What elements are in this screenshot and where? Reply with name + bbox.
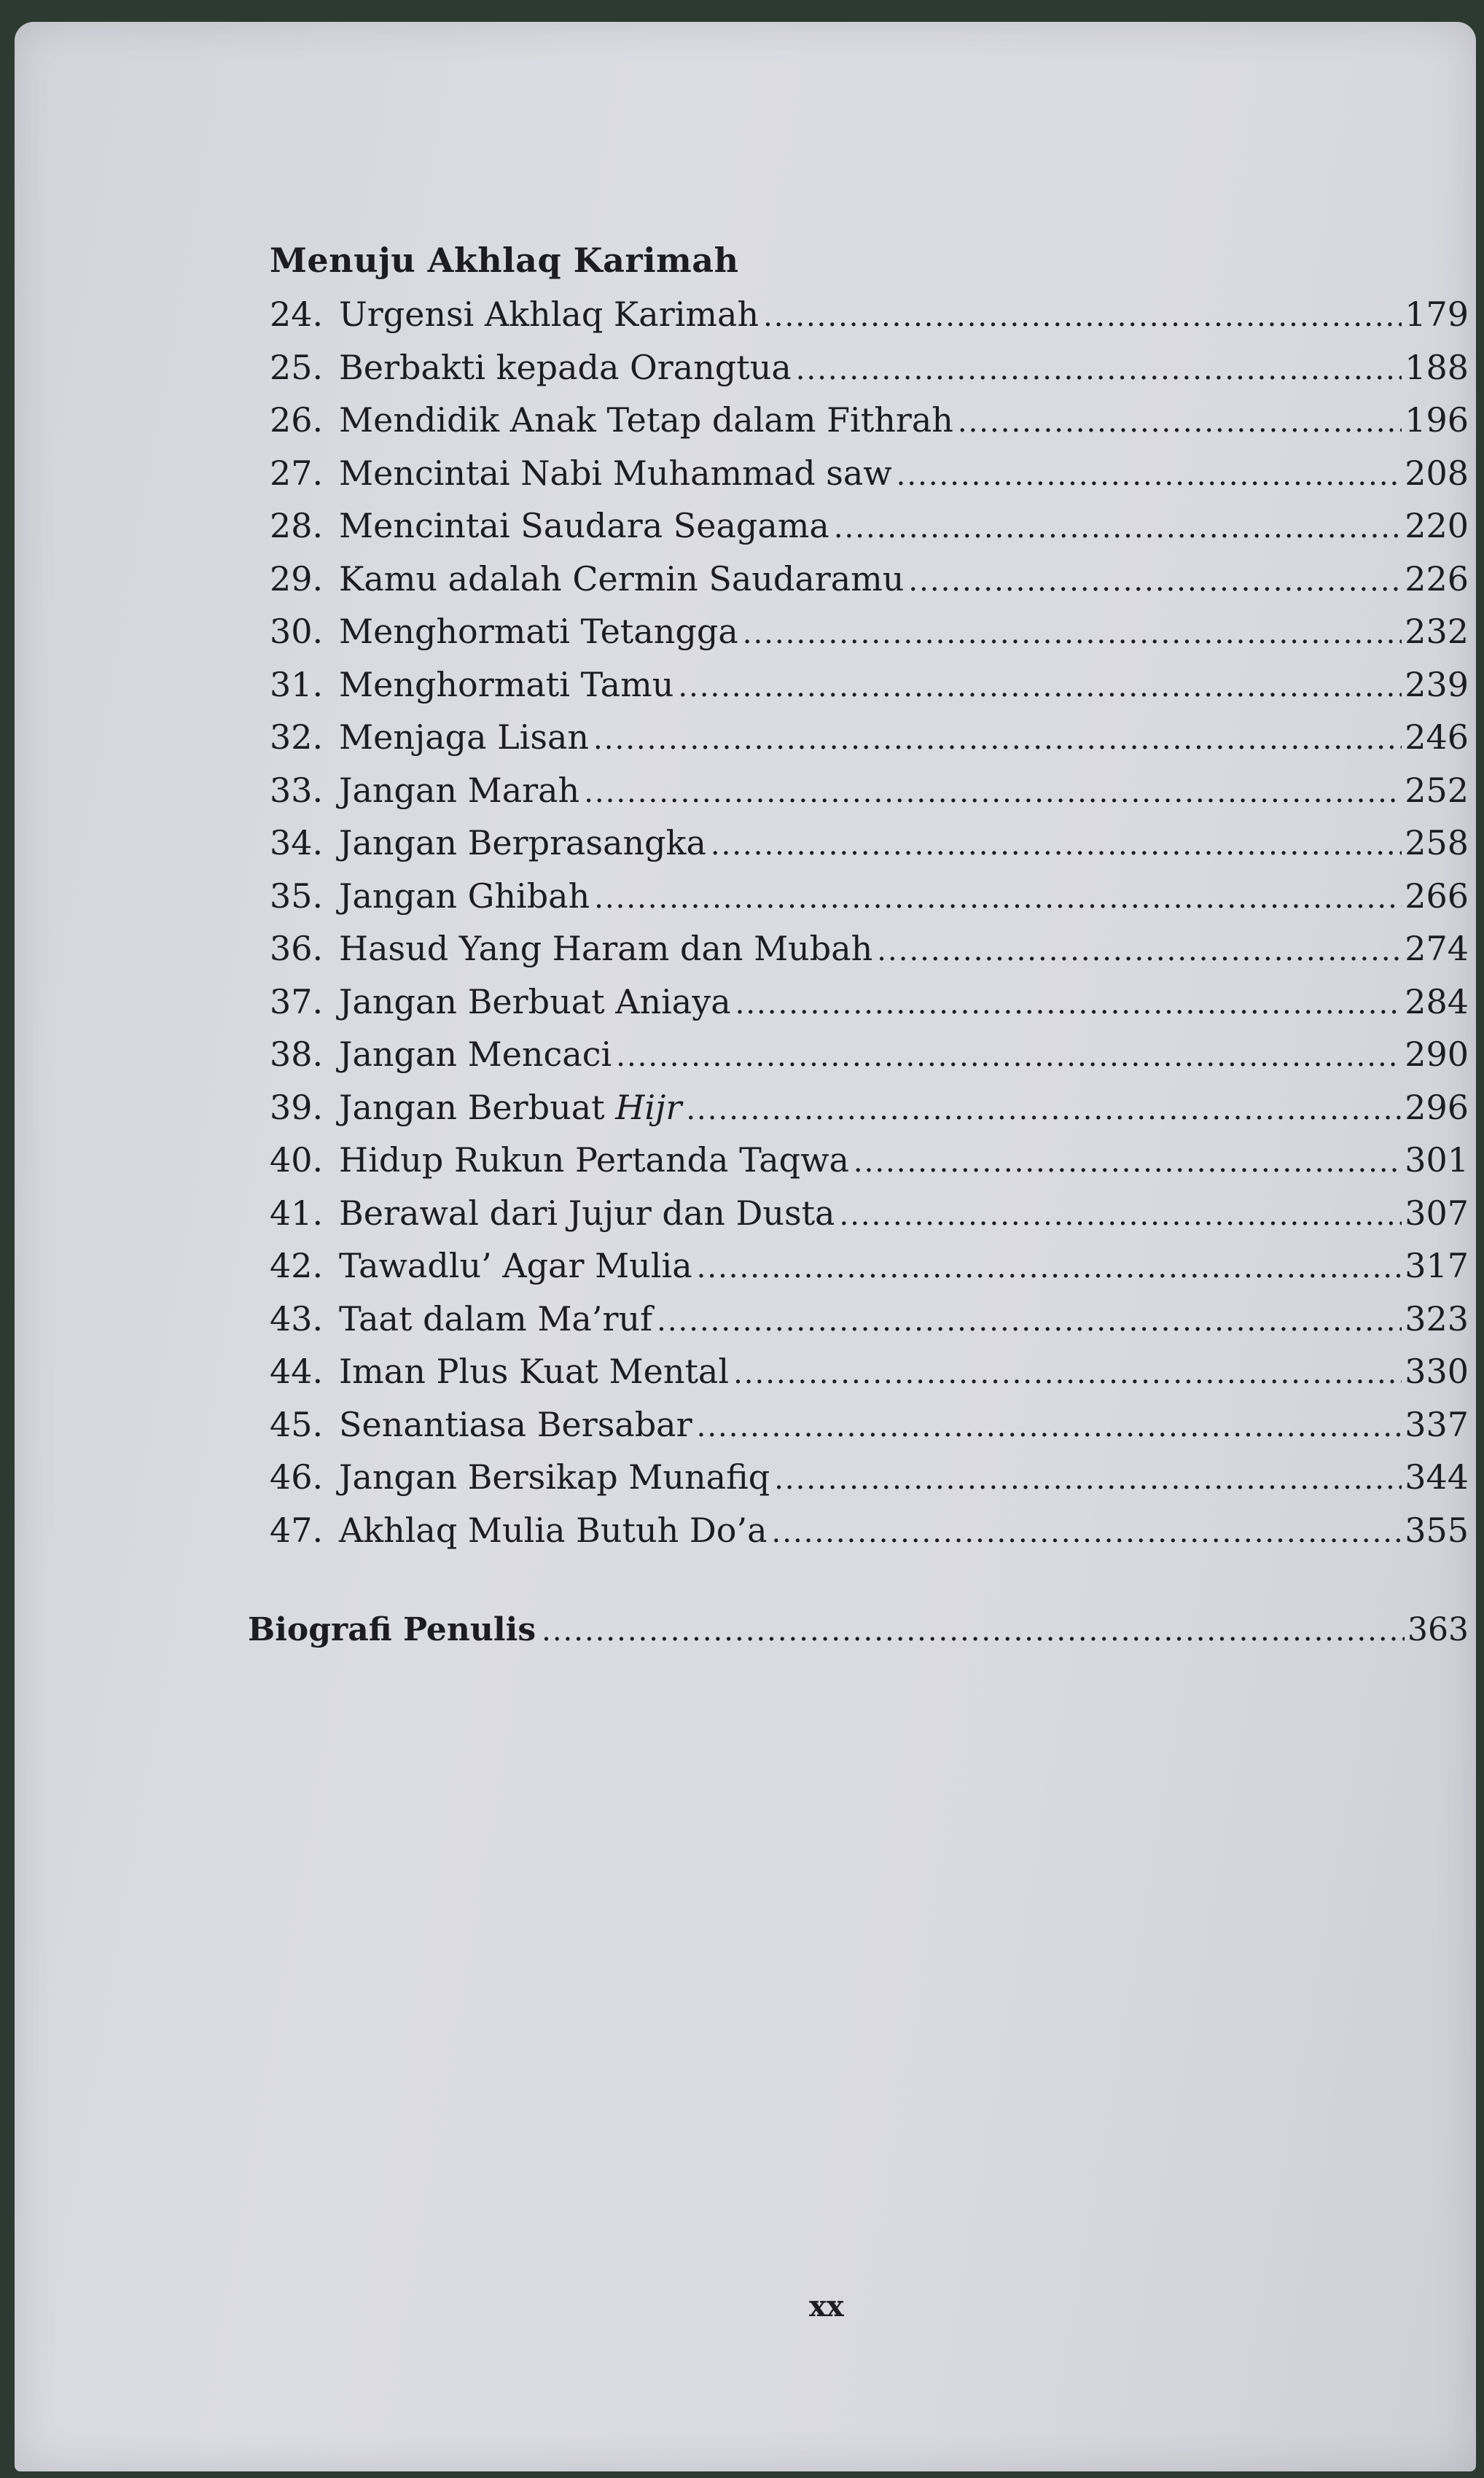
entry-page-number: 266: [1405, 876, 1469, 916]
dot-leader: [743, 617, 1402, 650]
entry-page-number: 344: [1405, 1457, 1469, 1497]
toc-entry: [270, 1299, 1469, 1352]
dot-leader: [854, 1145, 1402, 1179]
dot-leader: [542, 1614, 1405, 1648]
entry-page-number: 232: [1405, 612, 1469, 651]
entry-number: 28.: [270, 506, 324, 545]
toc-entry: [270, 665, 1469, 718]
entry-title-text: Menghormati Tamu: [339, 664, 674, 704]
entry-number: 41.: [270, 1193, 324, 1233]
toc-entry: [270, 559, 1469, 612]
entry-title-text: Urgensi Akhlaq Karimah: [339, 295, 759, 334]
entry-number: 43.: [270, 1298, 324, 1339]
entry-page-number: 301: [1405, 1140, 1469, 1180]
dot-leader: [697, 1410, 1402, 1443]
entry-page-number: 290: [1405, 1035, 1469, 1074]
toc-entry: [270, 1352, 1469, 1405]
entry-title-text: Jangan Berprasangka: [339, 823, 706, 862]
entry-page-number: 317: [1405, 1246, 1469, 1285]
toc-entry: [270, 823, 1469, 876]
entry-title-text: Berbakti kepada Orangtua: [339, 347, 792, 387]
dot-leader: [834, 511, 1402, 545]
entry-title-italic: Hijr: [615, 1087, 682, 1127]
entry-title-text: Hidup Rukun Pertanda Taqwa: [339, 1140, 849, 1180]
dot-leader: [877, 934, 1402, 967]
entry-number: 36.: [270, 929, 324, 968]
entry-title-text: Jangan Mencaci: [339, 1035, 612, 1074]
entry-page-number: 307: [1405, 1193, 1469, 1233]
entry-number: 25.: [270, 347, 324, 387]
entry-title-text: Jangan Bersikap Munafiq: [339, 1457, 770, 1497]
toc-entry: [270, 982, 1469, 1035]
entry-title-text: Menjaga Lisan: [339, 717, 590, 757]
dot-leader: [897, 459, 1402, 492]
entry-title: [339, 771, 584, 810]
entry-title-text: Berawal dari Jujur dan Dusta: [339, 1193, 835, 1233]
entry-number: 45.: [270, 1404, 324, 1444]
entry-title: [339, 1088, 686, 1127]
toc-entry: [270, 1088, 1469, 1141]
section-title: Menuju Akhlaq Karimah: [270, 241, 739, 280]
entry-title: [339, 1299, 657, 1339]
entry-page-number: 337: [1405, 1404, 1469, 1444]
entry-title: [339, 1457, 774, 1497]
entry-title: [339, 453, 897, 493]
toc-entry: [270, 1457, 1469, 1511]
toc-entry: [270, 1405, 1469, 1458]
toc-entry: [270, 876, 1469, 930]
dot-leader: [958, 405, 1402, 439]
entry-title-text: Kamu adalah Cermin Saudaramu: [339, 558, 905, 599]
entry-title: [339, 506, 834, 545]
dot-leader: [774, 1462, 1402, 1496]
entry-title-text: Akhlaq Mulia Butuh Do’a: [339, 1510, 768, 1550]
entry-title: [339, 1352, 733, 1391]
dot-leader: [657, 1304, 1402, 1338]
entry-number: 47.: [270, 1510, 324, 1550]
entry-number: 35.: [270, 876, 324, 916]
entry-number: 44.: [270, 1352, 324, 1391]
entry-page-number: 208: [1405, 453, 1469, 493]
entry-title: [339, 665, 678, 704]
entry-title-text: Jangan Marah: [339, 770, 580, 810]
entry-title: [339, 717, 593, 757]
entry-title: [339, 982, 735, 1021]
entry-page-number: 239: [1405, 664, 1469, 704]
dot-leader: [772, 1516, 1402, 1549]
toc-entries: [270, 295, 1469, 1563]
entry-title-text: Mencintai Saudara Seagama: [339, 506, 829, 545]
entry-number: 38.: [270, 1035, 324, 1074]
entry-number: 37.: [270, 981, 324, 1021]
toc-entry: [270, 348, 1469, 401]
entry-title: [339, 929, 877, 968]
entry-number: 40.: [270, 1140, 324, 1180]
entry-page-number: 188: [1405, 347, 1469, 387]
dot-leader: [711, 828, 1402, 862]
toc-entry: [270, 1140, 1469, 1193]
entry-number: 30.: [270, 612, 324, 651]
dot-leader: [796, 353, 1402, 386]
entry-number: 34.: [270, 823, 324, 862]
toc-entry: [270, 612, 1469, 665]
dot-leader: [697, 1251, 1402, 1285]
toc-entry: [270, 771, 1469, 824]
entry-title-text: Iman Plus Kuat Mental: [339, 1352, 730, 1391]
entry-page-number: 226: [1405, 558, 1469, 599]
entry-page-number: 323: [1405, 1298, 1469, 1339]
toc-entry: [270, 506, 1469, 559]
entry-page-number: 274: [1405, 929, 1469, 968]
entry-page-number: 355: [1405, 1510, 1469, 1550]
toc-entry: [270, 295, 1469, 348]
entry-number: 29.: [270, 558, 324, 599]
entry-title: [339, 348, 796, 387]
entry-title: [339, 612, 743, 651]
toc-entry: [270, 1035, 1469, 1088]
entry-number: 24.: [270, 295, 324, 334]
dot-leader: [616, 1040, 1402, 1073]
entry-number: 42.: [270, 1246, 324, 1285]
entry-title: [339, 1140, 854, 1180]
entry-title-text: Taat dalam Ma’ruf: [339, 1298, 653, 1339]
dot-leader: [594, 881, 1402, 915]
toc-entry-biography: [248, 1611, 1469, 1648]
dot-leader: [839, 1199, 1402, 1232]
dot-leader: [908, 564, 1402, 598]
entry-title-text: Hasud Yang Haram dan Mubah: [339, 929, 873, 968]
entry-title: [339, 876, 594, 916]
toc-entry: [270, 1193, 1469, 1247]
entry-title: [339, 400, 958, 440]
entry-page-number: 330: [1405, 1352, 1469, 1391]
entry-title-text: Jangan Ghibah: [339, 876, 590, 916]
entry-title: [339, 1193, 839, 1233]
entry-number: 39.: [270, 1087, 324, 1127]
entry-page-number: 363: [1407, 1611, 1469, 1648]
entry-number: 27.: [270, 453, 324, 493]
entry-title-text: Menghormati Tetangga: [339, 612, 738, 651]
entry-title: [339, 295, 763, 334]
entry-title: [339, 1035, 616, 1074]
entry-page-number: 296: [1405, 1087, 1469, 1127]
toc-entry: [270, 1511, 1469, 1564]
dot-leader: [733, 1357, 1402, 1390]
entry-title: [339, 559, 908, 599]
toc-entry: [270, 1246, 1469, 1299]
entry-page-number: 196: [1405, 400, 1469, 440]
entry-number: 33.: [270, 770, 324, 810]
toc-entry: [270, 717, 1469, 771]
entry-page-number: 258: [1405, 823, 1469, 862]
page-folio: xx: [809, 2289, 844, 2323]
entry-title-text: Mendidik Anak Tetap dalam Fithrah: [339, 400, 953, 440]
entry-title-text: Mencintai Nabi Muhammad saw: [339, 453, 892, 493]
toc-entry: [270, 929, 1469, 982]
dot-leader: [763, 300, 1402, 333]
dot-leader: [735, 987, 1402, 1021]
entry-number: 46.: [270, 1457, 324, 1497]
entry-title-text: Senantiasa Bersabar: [339, 1404, 692, 1444]
dot-leader: [584, 776, 1402, 809]
dot-leader: [593, 722, 1402, 756]
entry-page-number: 252: [1405, 770, 1469, 810]
entry-number: 26.: [270, 400, 324, 440]
entry-page-number: 246: [1405, 717, 1469, 757]
entry-number: 32.: [270, 717, 324, 757]
entry-title: Biografi Penulis: [248, 1611, 536, 1648]
entry-page-number: 220: [1405, 506, 1469, 545]
entry-title: [339, 1246, 697, 1285]
dot-leader: [686, 1093, 1402, 1126]
entry-page-number: 284: [1405, 981, 1469, 1021]
entry-number: 31.: [270, 664, 324, 704]
book-page: [15, 22, 1476, 2471]
entry-page-number: 179: [1405, 295, 1469, 334]
dot-leader: [678, 670, 1402, 704]
entry-title: [339, 1511, 772, 1550]
toc-entry: [270, 400, 1469, 453]
entry-title-text: Jangan Berbuat: [339, 1087, 616, 1127]
toc-entry: [270, 453, 1469, 507]
entry-title: [339, 823, 711, 862]
entry-title-text: Tawadlu’ Agar Mulia: [339, 1246, 692, 1285]
entry-title-text: Jangan Berbuat Aniaya: [339, 981, 731, 1021]
entry-title: [339, 1405, 697, 1444]
